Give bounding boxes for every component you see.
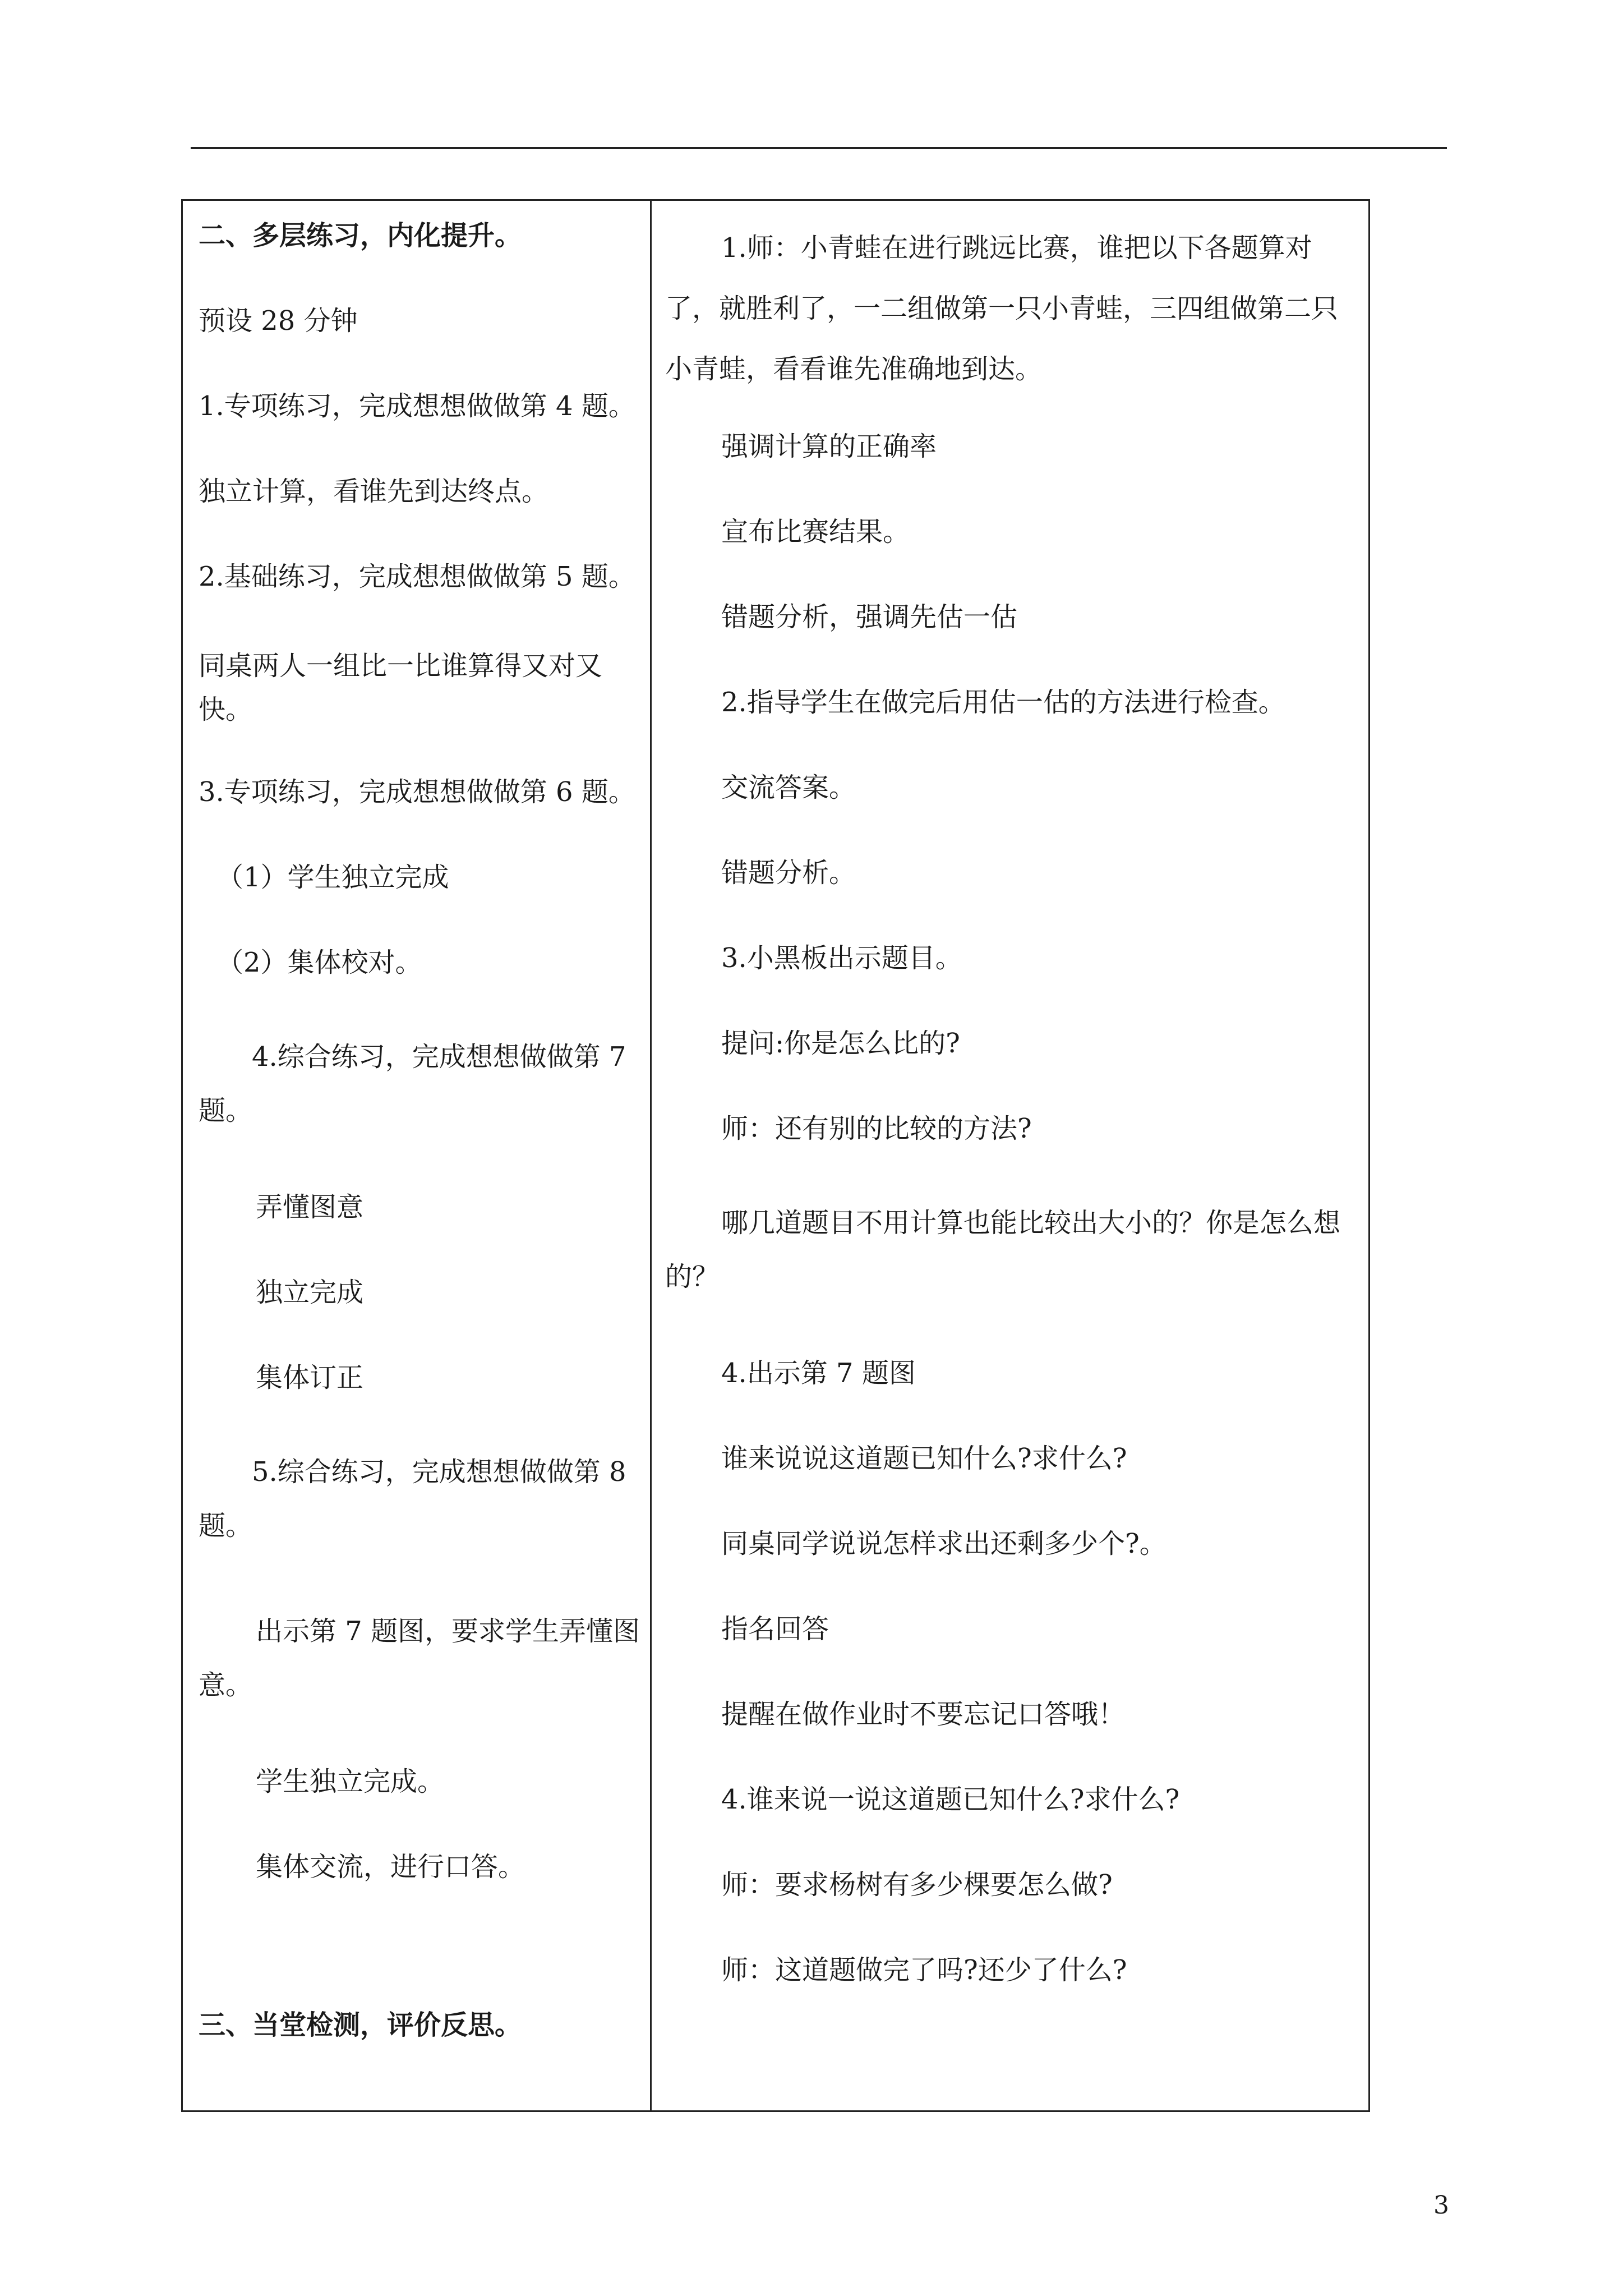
- lesson-plan-table: [181, 199, 1370, 2112]
- exercise-4-step-3: 集体订正: [256, 1362, 364, 1393]
- section-heading-3: 三、当堂检测，评价反思。: [199, 2009, 522, 2041]
- teacher-question-poplar: 师：要求杨树有多少棵要怎么做?: [721, 1869, 1113, 1901]
- exercise-2-desc: 同桌两人一组比一比谁算得又对又快。: [199, 650, 603, 725]
- teacher-question-known: 谁来说说这道题已知什么?求什么?: [721, 1443, 1127, 1474]
- exercise-5-step-1: 出示第 7 题图，要求学生弄懂图意。: [199, 1616, 640, 1701]
- exercise-5-step-3: 集体交流，进行口答。: [256, 1851, 525, 1883]
- teacher-note-result: 宣布比赛结果。: [721, 516, 910, 547]
- exercise-4-step-1: 弄懂图意: [256, 1191, 364, 1223]
- teacher-question-other-method: 师：还有别的比较的方法?: [721, 1113, 1032, 1144]
- teacher-note-analysis: 错题分析，强调先估一估: [721, 601, 1018, 633]
- exercise-3-step-1: （1）学生独立完成: [216, 862, 449, 893]
- header-rule: [191, 147, 1447, 149]
- exercise-4-title: 4.综合练习，完成想想做做第 7 题。: [199, 1041, 626, 1126]
- teacher-question-missing: 师：这道题做完了吗?还少了什么?: [721, 1954, 1127, 1986]
- section-heading-2: 二、多层练习，内化提升。: [199, 220, 522, 251]
- column-divider: [650, 201, 652, 2110]
- teacher-step-4b: 4.谁来说一说这道题已知什么?求什么?: [721, 1784, 1180, 1815]
- teacher-question-no-calc: 哪几道题目不用计算也能比较出大小的？你是怎么想的？: [665, 1207, 1341, 1292]
- teacher-note-answers: 交流答案。: [721, 772, 856, 803]
- exercise-3-step-2: （2）集体校对。: [216, 947, 422, 978]
- teacher-question-compare: 提问:你是怎么比的?: [721, 1028, 960, 1059]
- teacher-step-2: 2.指导学生在做完后用估一估的方法进行检查。: [721, 687, 1285, 718]
- exercise-1-title: 1.专项练习，完成想想做做第 4 题。: [199, 390, 635, 422]
- teacher-call-answer: 指名回答: [721, 1613, 829, 1645]
- teacher-step-4: 4.出示第 7 题图: [721, 1358, 916, 1389]
- preset-time: 预设 28 分钟: [199, 305, 358, 337]
- teacher-note-accuracy: 强调计算的正确率: [721, 431, 937, 462]
- exercise-2-title: 2.基础练习，完成想想做做第 5 题。: [199, 561, 635, 592]
- teacher-reminder: 提醒在做作业时不要忘记口答哦！: [721, 1699, 1126, 1730]
- teacher-step-1: 1.师：小青蛙在进行跳远比赛，谁把以下各题算对了，就胜利了，一二组做第一只小青蛙，三四组做第二只小青蛙，看看谁先准确地到达。: [665, 232, 1339, 385]
- exercise-3-title: 3.专项练习，完成想想做做第 6 题。: [199, 776, 635, 808]
- page-number: 3: [1433, 2191, 1449, 2220]
- exercise-5-title: 5.综合练习，完成想想做做第 8 题。: [199, 1456, 626, 1542]
- teacher-step-3: 3.小黑板出示题目。: [721, 942, 962, 974]
- exercise-1-desc: 独立计算，看谁先到达终点。: [199, 476, 549, 507]
- exercise-4-step-2: 独立完成: [256, 1277, 364, 1308]
- exercise-5-step-2: 学生独立完成。: [256, 1766, 445, 1797]
- teacher-prompt-pairs: 同桌同学说说怎样求出还剩多少个?。: [721, 1528, 1166, 1559]
- teacher-note-error-analysis: 错题分析。: [721, 857, 856, 889]
